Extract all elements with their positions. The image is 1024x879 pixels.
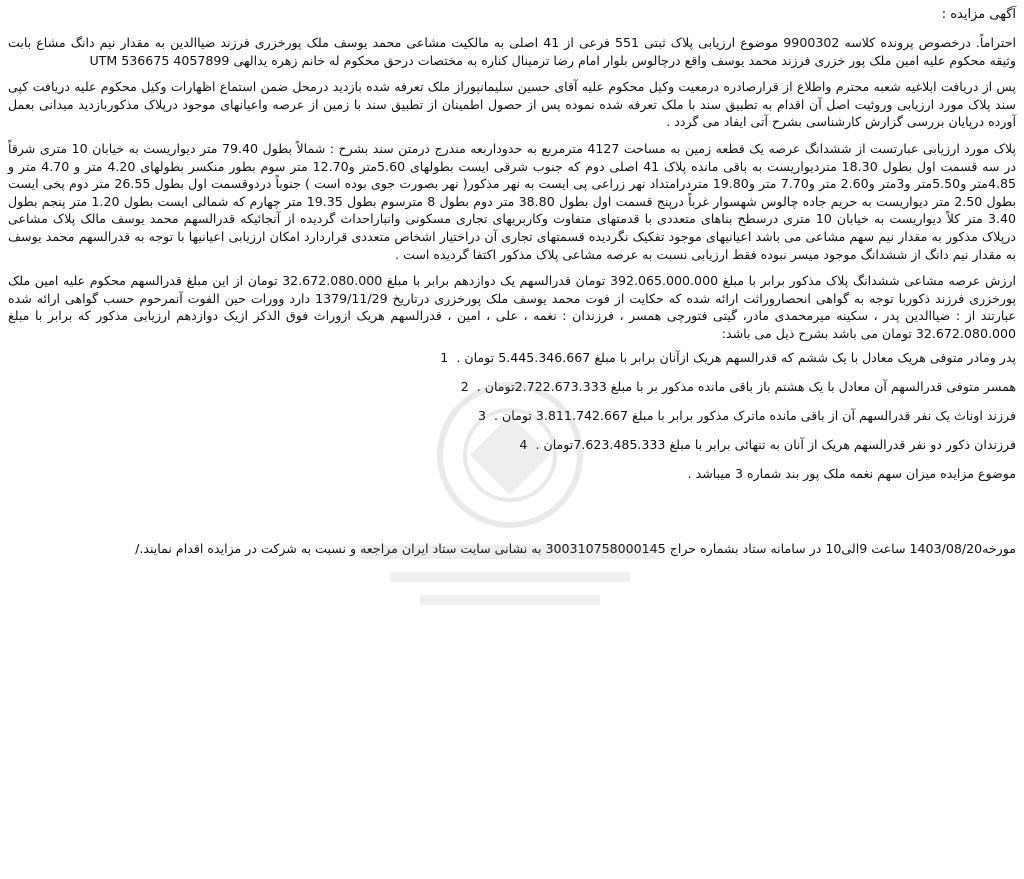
auction-subject-line: موضوع مزایده میزان سهم نغمه ملک پور بند شماره 3 میباشد . [687, 465, 1016, 481]
heir-share-item-3 [8, 407, 1016, 425]
watermark-logo [300, 360, 720, 620]
heir-share-text: فرزندان ذکور دو نفر قدرالسهم هریک از آنان به تنهائی برابر با مبلغ 7.623.485.333تومان . [535, 436, 1016, 452]
paragraph-valuation: ارزش عرصه مشاعی ششدانگ پلاک مذکور برابر با مبلغ 392.065.000.000 تومان قدرالسهم یک دوازدهم برابر با مبلغ 32.672.080.000 تومان از این مبلغ قدرالسهم محکوم علیه امین ملک پورخزری فرزند ذکوربا توجه به گواهی انحصاروراثت ارائه شده که حکایت از فوت محمد یوسف ملک پورخزری درتاریخ 1379/11/29 دارد وورات حین الفوت آنمرحوم حسب گواهی ارائه شده عبارتند از : ضیاالدین پدر ، سکینه میرمحمدی مادر، گیتی فتورچی همسر ، فرزندان : نغمه ، علی ، امین ، قدرالسهم هریک ازوراث فوق الذکر ازیک دوازدهم ارزیابی مذکور که برابر با مبلغ 32.672.080.000 تومان می باشد بشرح ذیل می باشد: [8, 273, 1016, 341]
heir-share-item-2 [8, 378, 1016, 396]
notice-title: آگهی مزایده : [941, 7, 1016, 22]
heir-share-text: همسر متوفی قدرالسهم آن معادل با یک هشتم باز باقی مانده مذکور بر با مبلغ 2.722.673.333تومان . [476, 378, 1016, 394]
heir-share-text: پدر ومادر متوفی هریک معادل با یک ششم که قدرالسهم هریک ازآنان برابر با مبلغ 5.445.346.667 تومان . [456, 349, 1016, 365]
heir-share-text: فرزند اوناث یک نفر قدرالسهم آن از باقی مانده ماترک مذکور برابر با مبلغ 3.811.742.667 تومان . [494, 407, 1016, 423]
auction-schedule-footer: مورخه1403/08/20 ساعت 9الی10 در سامانه ستاد بشماره حراج 300310758000145 به نشانی سایت ستاد ایران مراجعه و نسبت به شرکت در مزایده اقدام نمایند./ [135, 540, 1016, 556]
paragraph-case-intro: احتراماً. درخصوص پرونده کلاسه 9900302 موضوع ارزیابی پلاک ثبتی 551 فرعی از 41 اصلی به مالکیت مشاعی محمد یوسف ملک پورخزری فرزند ضیاالدین به مقدار نیم دانگ مشاع بابت وثیقه محکوم علیه امین ملک پور خزری فرزند محمد یوسف واقع درچالوس بلوار امام رضا ترمینال کناره به مختصات درحق محکوم له خانم زهره یدالهی 4057899 536675 UTM [8, 35, 1016, 68]
heir-share-item-4 [8, 436, 1016, 454]
section-spacer [8, 494, 1016, 540]
heir-share-number: 2 [460, 378, 469, 394]
heir-share-number: 4 [519, 436, 528, 452]
heir-share-number: 3 [478, 407, 487, 423]
paragraph-inspection: پس از دریافت ابلاغیه شعبه محترم واطلاع از قرارصادره درمعیت وکیل محکوم علیه آقای حسین سلیمانپوراز ملک تعرفه شده بازدید درمحل ضمن استماع اظهارات وکیل محکوم علیه دریافت کپی سند پلاک مورد ارزیابی وروئیت اصل آن اقدام به تطبیق سند با ملک تعرفه شده نموده پس از حصول اطمینان از تطبیق سند با زمین از عرصه واعیانهای موجود درپلاک مذکوربازدید میدانی بعمل آورده درپایان بررسی گزارش کارشناسی بشرح آتی ایفاد می گردد . [8, 79, 1016, 130]
heir-share-number: 1 [440, 349, 449, 365]
paragraph-property-description: پلاک مورد ارزیابی عبارتست از ششدانگ عرصه یک قطعه زمین به مساحت 4127 مترمربع به حدوداربعه مندرج درمتن سند بشرح : شمالاً بطول 79.40 متر دیواریست به خیابان 10 متری شرقاً در سه قسمت اول بطول 18.30 متردیواریست به باقی مانده پلاک 41 اصلی دوم که جنوب شرقی ایست بطولهای 5.60متر و12.70 متر سوم بطور منکسر بطولهای 4.20 متر و 4.70 متر و 4.85متر و5.50متر و3متر و2.60 متر و7.70 متر و19.80 متردرامتداد نهر زراعی پی ایست به نهر مذکور( نهر بصورت جوی بوده است ) جنوباً دردوقسمت اول بطول 26.55 متر دوم پخی ایست بطول 2.50 متر دیواریست به حریم جاده چالوس شهسوار غرباً درپنج قسمت اول بطول 38.80 متر دوم بطول 8 مترسوم بطول 19.35 متر چهارم که شمالی ایست بطول 1.20 متر پنجم بطول 3.40 متر کلاً دیواریست به خیابان 10 متری درسطح بناهای متعددی با قدمتهای متفاوت وکاربریهای تجاری مسکونی وانباراحداث گردیده از آنجائیکه قدرالسهم محمد یوسف مالک پلاک مشاعی درپلاک مذکور به مقدار نیم سهم مشاعی می باشد اعیانیهای موجود تفکیک نگردیده قسمتهای تجاری آن دراختیار اشخاص متعددی قراردارد امکان ارزیابی اعیانیها با توجه به قدرالسهم محمد یوسف به مقدار نیم دانگ از ششدانگ موجود میسر نبوده فقط ارزیابی نسبت به عرصه مشاعی پلاک مذکور اکتفا گردیده است . [8, 140, 1017, 262]
heir-share-item-1 [8, 349, 1016, 367]
